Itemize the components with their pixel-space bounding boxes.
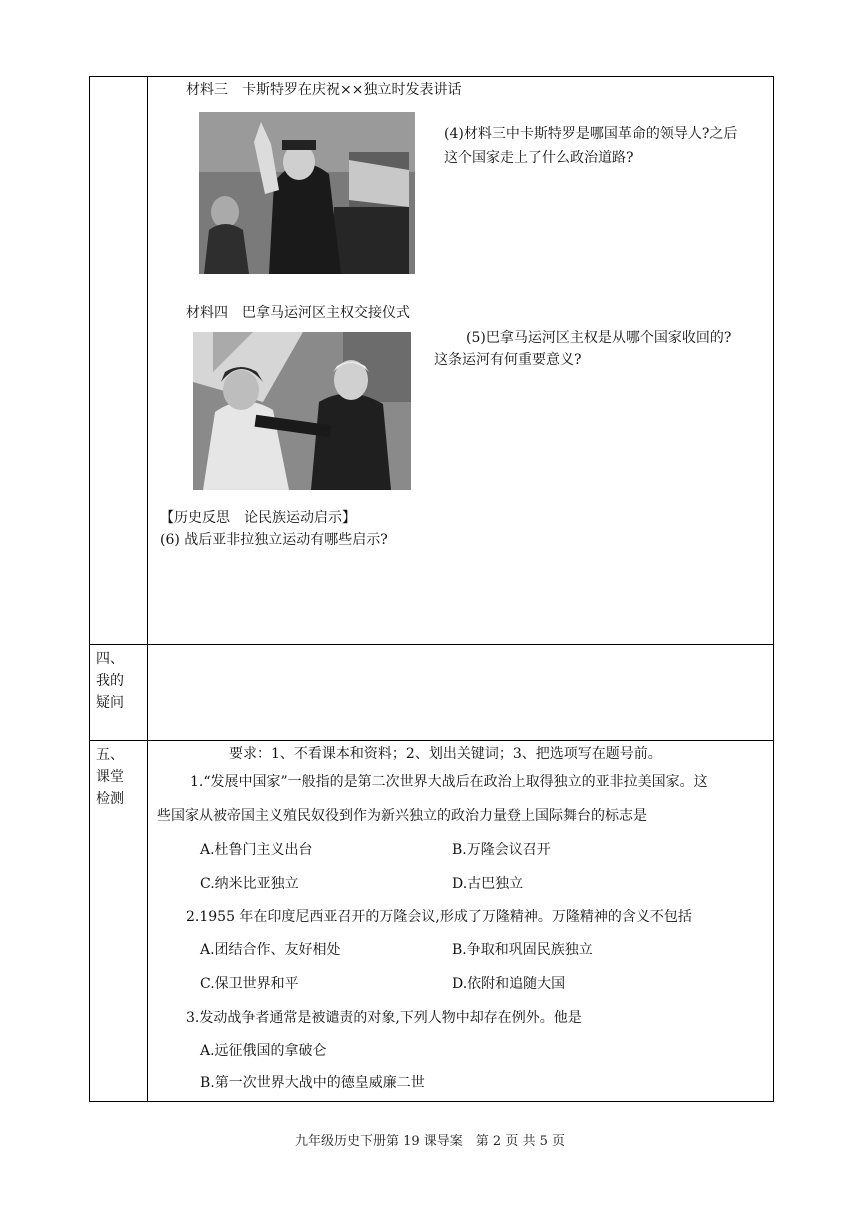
test-requirement: 要求：1、不看课本和资料；2、划出关键词；3、把选项写在题号前。 (229, 746, 662, 762)
question-4-line1: (4)材料三中卡斯特罗是哪国革命的领导人?之后 (444, 126, 738, 142)
question-3-option-b: B.第一次世界大战中的德皇威廉二世 (200, 1075, 425, 1091)
reflection-title: 【历史反思 论民族运动启示】 (160, 510, 356, 526)
question-6: (6) 战后亚非拉独立运动有哪些启示? (160, 532, 388, 548)
question-1-option-a: A.杜鲁门主义出台 (200, 842, 313, 858)
question-2-option-b: B.争取和巩固民族独立 (452, 942, 593, 958)
table-row-divider-1 (89, 644, 774, 645)
section5-label (96, 744, 144, 810)
table-column-divider (147, 76, 148, 1102)
section5-label-line1: 五、 (96, 747, 124, 763)
material3-title: 材料三 卡斯特罗在庆祝××独立时发表讲话 (186, 82, 462, 98)
section4-label (96, 648, 144, 714)
question-4-line2: 这个国家走上了什么政治道路? (444, 150, 634, 166)
question-5-line1: (5)巴拿马运河区主权是从哪个国家收回的? (466, 330, 732, 346)
section4-label-line1: 四、 (96, 651, 124, 667)
question-1-option-d: D.古巴独立 (452, 876, 524, 892)
question-1-option-b: B.万隆会议召开 (452, 842, 551, 858)
question-1-line1: 1.“发展中国家”一般指的是第二次世界大战后在政治上取得独立的亚非拉美国家。这 (190, 774, 708, 790)
section5-label-line3: 检测 (96, 791, 124, 807)
question-2-option-c: C.保卫世界和平 (200, 976, 299, 992)
castro-speech-photo (199, 112, 415, 274)
question-2-option-a: A.团结合作、友好相处 (200, 942, 341, 958)
question-1-line2: 些国家从被帝国主义殖民奴役到作为新兴独立的政治力量登上国际舞台的标志是 (157, 808, 647, 824)
section5-label-line2: 课堂 (96, 769, 124, 785)
panama-canal-ceremony-photo (193, 332, 411, 490)
table-row-divider-2 (89, 740, 774, 741)
table-border-bottom (89, 1101, 774, 1102)
table-border-top (89, 76, 774, 77)
question-2: 2.1955 年在印度尼西亚召开的万隆会议,形成了万隆精神。万隆精神的含义不包括 (186, 909, 692, 925)
section4-label-line2: 我的 (96, 673, 124, 689)
question-2-option-d: D.依附和追随大国 (452, 976, 566, 992)
page-footer: 九年级历史下册第 19 课导案 第 2 页 共 5 页 (294, 1134, 565, 1149)
question-3-option-a: A.远征俄国的拿破仑 (200, 1043, 327, 1059)
table-border-left (89, 76, 90, 1102)
question-1-option-c: C.纳米比亚独立 (200, 876, 299, 892)
section4-label-line3: 疑问 (96, 695, 124, 711)
table-border-right (773, 76, 774, 1102)
question-3: 3.发动战争者通常是被谴责的对象,下列人物中却存在例外。他是 (186, 1010, 582, 1026)
material4-title: 材料四 巴拿马运河区主权交接仪式 (186, 305, 410, 321)
question-5-line2: 这条运河有何重要意义? (434, 352, 582, 368)
